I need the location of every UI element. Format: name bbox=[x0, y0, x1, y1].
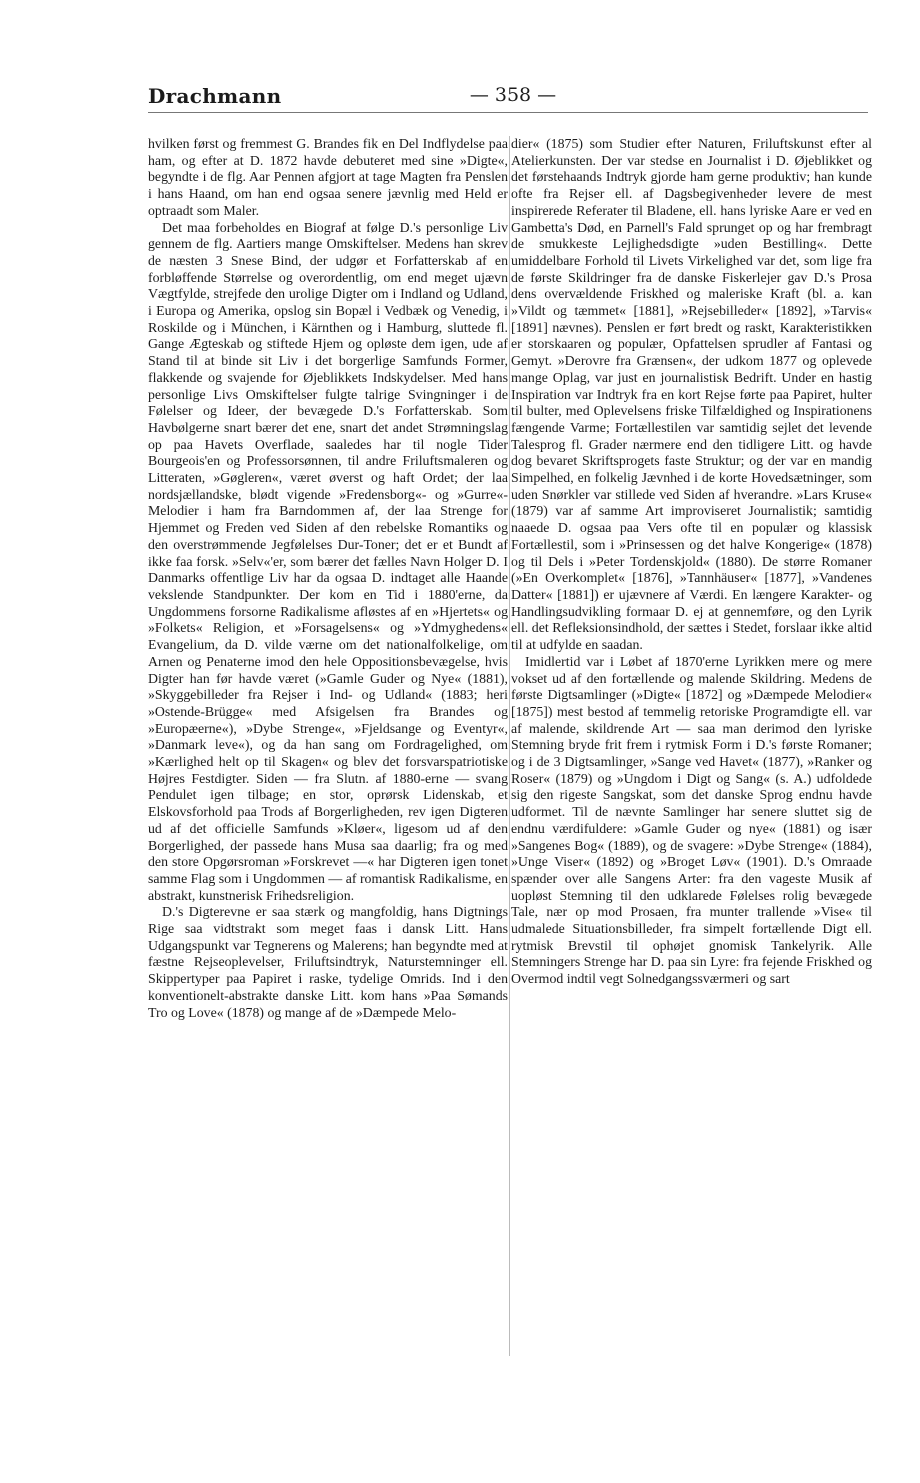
left-column bbox=[148, 136, 508, 1021]
running-head-title: Drachmann bbox=[148, 84, 282, 108]
running-header bbox=[148, 84, 868, 110]
paragraph: dier« (1875) som Studier efter Naturen, Friluftskunst efter al Atelierkunsten. Der var stedse en Journalist i D. Øjeblikket og det førstehaands Indtryk gjorde ham gerne produktiv; han kunde ofte fra Rejser ell. af Dagsbegivenheder levere de mest inspirerede Referater til Bladene, ell. hans lyriske Aare er ved en Gambetta's Død, en Parnell's Fald sprunget op og har frembragt de smukkeste Lejlighedsdigte »uden Bestilling«. Dette umiddelbare Forhold til Livets Virkelighed var det, som lige fra de første Skildringer fra de danske Fiskerlejer gav D.'s Prosa dens overvældende Friskhed og maleriske Kraft (bl. a. kan »Vildt og tæmmet« [1881], »Rejsebilleder« [1892], »Tarvis« [1891] nævnes). Penslen er ført bredt og raskt, Karakteristikken er storskaaren og populær, Opfattelsen sprudler af Fantasi og Gemyt. »Derovre fra Grænsen«, der udkom 1877 og oplevede mange Oplag, var just en journalistisk Bedrift. Under en hastig Inspiration var Indtryk fra en kort Rejse førte paa Papiret, hulter til bulter, med Oplevelsens friske Tilfældighed og Inspirationens fængende Varme; Fortællestilen var samtidig sejlet det levende Talesprog fl. Grader nærmere end den tidligere Litt. og havde dog bevaret Skriftsprogets faste Struktur; og der var en mandig Simpelhed, en folkelig Jævnhed i de korte Hovedsætninger, som uden Snørkler var stillede ved Siden af hverandre. »Lars Kruse« (1879) var af samme Art improviseret Journalistik; samtidig naaede D. ogsaa paa Vers ofte til en populær og klassisk Fortællestil, som i »Prinsessen og det halve Kongerige« (1878) og til Dels i »Peter Tordenskjold« (1880). De større Romaner (»En Overkomplet« [1876], »Tannhäuser« [1877], »Vandenes Datter« [1881]) er ujævnere af Værdi. En længere Karakter- og Handlingsudvikling formaar D. ej at gennemføre, og den Lyrik ell. det Refleksionsindhold, der sættes i Stedet, forslaar ikke altid til at udfylde en saadan. bbox=[511, 136, 872, 653]
column-divider bbox=[509, 136, 510, 1356]
page-number: — 358 — bbox=[469, 84, 557, 106]
paragraph: Det maa forbeholdes en Biograf at følge D.'s personlige Liv gennem de flg. Aartiers mange Omskiftelser. Medens han skrev de næsten 3 Snese Bind, der udgør et Forfatterskab af en forbløffende Størrelse og overordentlig, om end meget ujævn Vægtfylde, strejfede den urolige Digter om i Indland og Udland, i Europa og Amerika, opslog sin Bopæl i Vedbæk og Venedig, i Roskilde og i München, i Kärnthen og i Hamburg, sluttede fl. Gange Ægteskab og stiftede Hjem og opløste dem igen, ude af Stand til at binde sit Liv i det borgerlige Samfunds Former, flakkende og svajende for Øjeblikkets Indskydelser. Med hans personlige Livs Omskiftelser fulgte talrige Svingninger i de Følelser og Ideer, der bevægede D.'s Forfatterskab. Som Havbølgerne snart bærer det ene, snart det andet Strømningslag op paa Havets Overflade, saaledes har til nogle Tider Bourgeois'en og Professorsønnen, til andre Friluftsmaleren og Litteraten, »Gøgleren«, været øverst og haft Ordet; der laa nordsjællandske, blødt vigende »Fredensborg«- og »Gurre«-Melodier i ham fra Barndommen af, der laa Strenge for Hjemmet og Freden ved Siden af den rebelske Romantiks og den overstrømmende Jegfølelses Dur-Toner; det er et Bundt af ikke faa forsk. »Selv«'er, som bærer det fælles Navn Holger D. I Danmarks offentlige Liv har da ogsaa D. indtaget alle Haande vekslende Standpunkter. Der kom en Tid i 1880'erne, da Ungdommens forsorne Radikalisme afløstes af en »Hjertets« og »Folkets« Religion, et »Forsagelsens« og »Ydmyghedens« Evangelium, da D. vilde værne om det nationalfolkelige, om Arnen og Penaterne imod den hele Oppositionsbevægelse, hvis Digter han før havde været (»Gamle Guder og Nye« (1881), »Skyggebilleder fra Rejser i Ind- og Udland« (1883; heri »Ostende-Brügge« med Afsigelsen fra Brandes og »Europæerne«), »Dybe Strenge«, »Fjeldsange og Eventyr«, »Danmark leve«), og da han sang om Fordragelighed, om »Kærlighed helt op til Skagen« og blev det forsvarspatriotiske Højres Festdigter. Siden — fra Slutn. af 1880-erne — svang Pendulet igen tilbage; en stor, oprørsk Lidenskab, et Elskovsforhold paa Trods af Borgerligheden, rev igen Digteren ud af det officielle Samfunds »Kløer«, ligesom ud af den Borgerlighed, der passede hans Musa saa daarlig; fra og med den store Opgørsroman »Forskrevet —« har Digteren igen tonet samme Flag som i Ungdommen — af romantisk Radikalisme, en abstrakt, kunstnerisk Frihedsreligion. bbox=[148, 219, 508, 903]
paragraph: D.'s Digterevne er saa stærk og mangfoldig, hans Digtnings Rige saa vidtstrakt som meget faas i dansk Litt. Hans Udgangspunkt var Tegnerens og Malerens; han begyndte med at fæstne Rejseoplevelser, Friluftsindtryk, Naturstemninger ell. Skippertyper paa Papiret i raske, tydelige Omrids. Ind i den konventionelt-abstrakte danske Litt. kom hans »Paa Sømands Tro og Love« (1878) og mange af de »Dæmpede Melo- bbox=[148, 904, 508, 1020]
right-column bbox=[511, 136, 872, 988]
paragraph: hvilken først og fremmest G. Brandes fik en Del Indflydelse paa ham, og efter at D. 1872 havde debuteret med sine »Digte«, begyndte i de flg. Aar Pennen afgjort at tage Magten fra Penslen i hans Haand, om han end ogsaa senere jævnlig med Held er optraadt som Maler. bbox=[148, 136, 508, 218]
paragraph: Imidlertid var i Løbet af 1870'erne Lyrikken mere og mere vokset ud af den fortællende og malende Skildring. Medens de første Digtsamlinger (»Digte« [1872] og »Dæmpede Melodier« [1875]) mest bestod af temmelig retoriske Programdigte ell. var af malende, skildrende Art — saa man derimod den lyriske Stemning bryde frit frem i rytmisk Form i D.'s første Romaner; og i de 3 Digtsamlinger, »Sange ved Havet« (1877), »Ranker og Roser« (1879) og »Ungdom i Digt og Sang« (s. A.) udfoldede sig den rigeste Sangskat, som det danske Sprog endnu havde udformet. Til de nævnte Samlinger har senere sluttet sig de endnu værdifuldere: »Gamle Guder og nye« (1881) og især »Sangenes Bog« (1889), og de svagere: »Dybe Strenge« (1884), »Unge Viser« (1892) og »Broget Løv« (1901). D.'s Omraade spænder over alle Sangens Arter: fra den vageste Musik af uopløst Stemning til den udklarede Følelses rolig bevægede Tale, nær op mod Prosaen, fra munter trallende »Vise« til udmalede Situationsbilleder, fra simpelt fortællende Digt ell. rytmisk Brevstil til ophøjet gnomisk Tankelyrik. Alle Stemningers Strenge har D. paa sin Lyre: fra fejende Friskhed og Overmod indtil vegt Solnedgangssværmeri og sart bbox=[511, 653, 872, 987]
header-rule bbox=[148, 112, 868, 113]
